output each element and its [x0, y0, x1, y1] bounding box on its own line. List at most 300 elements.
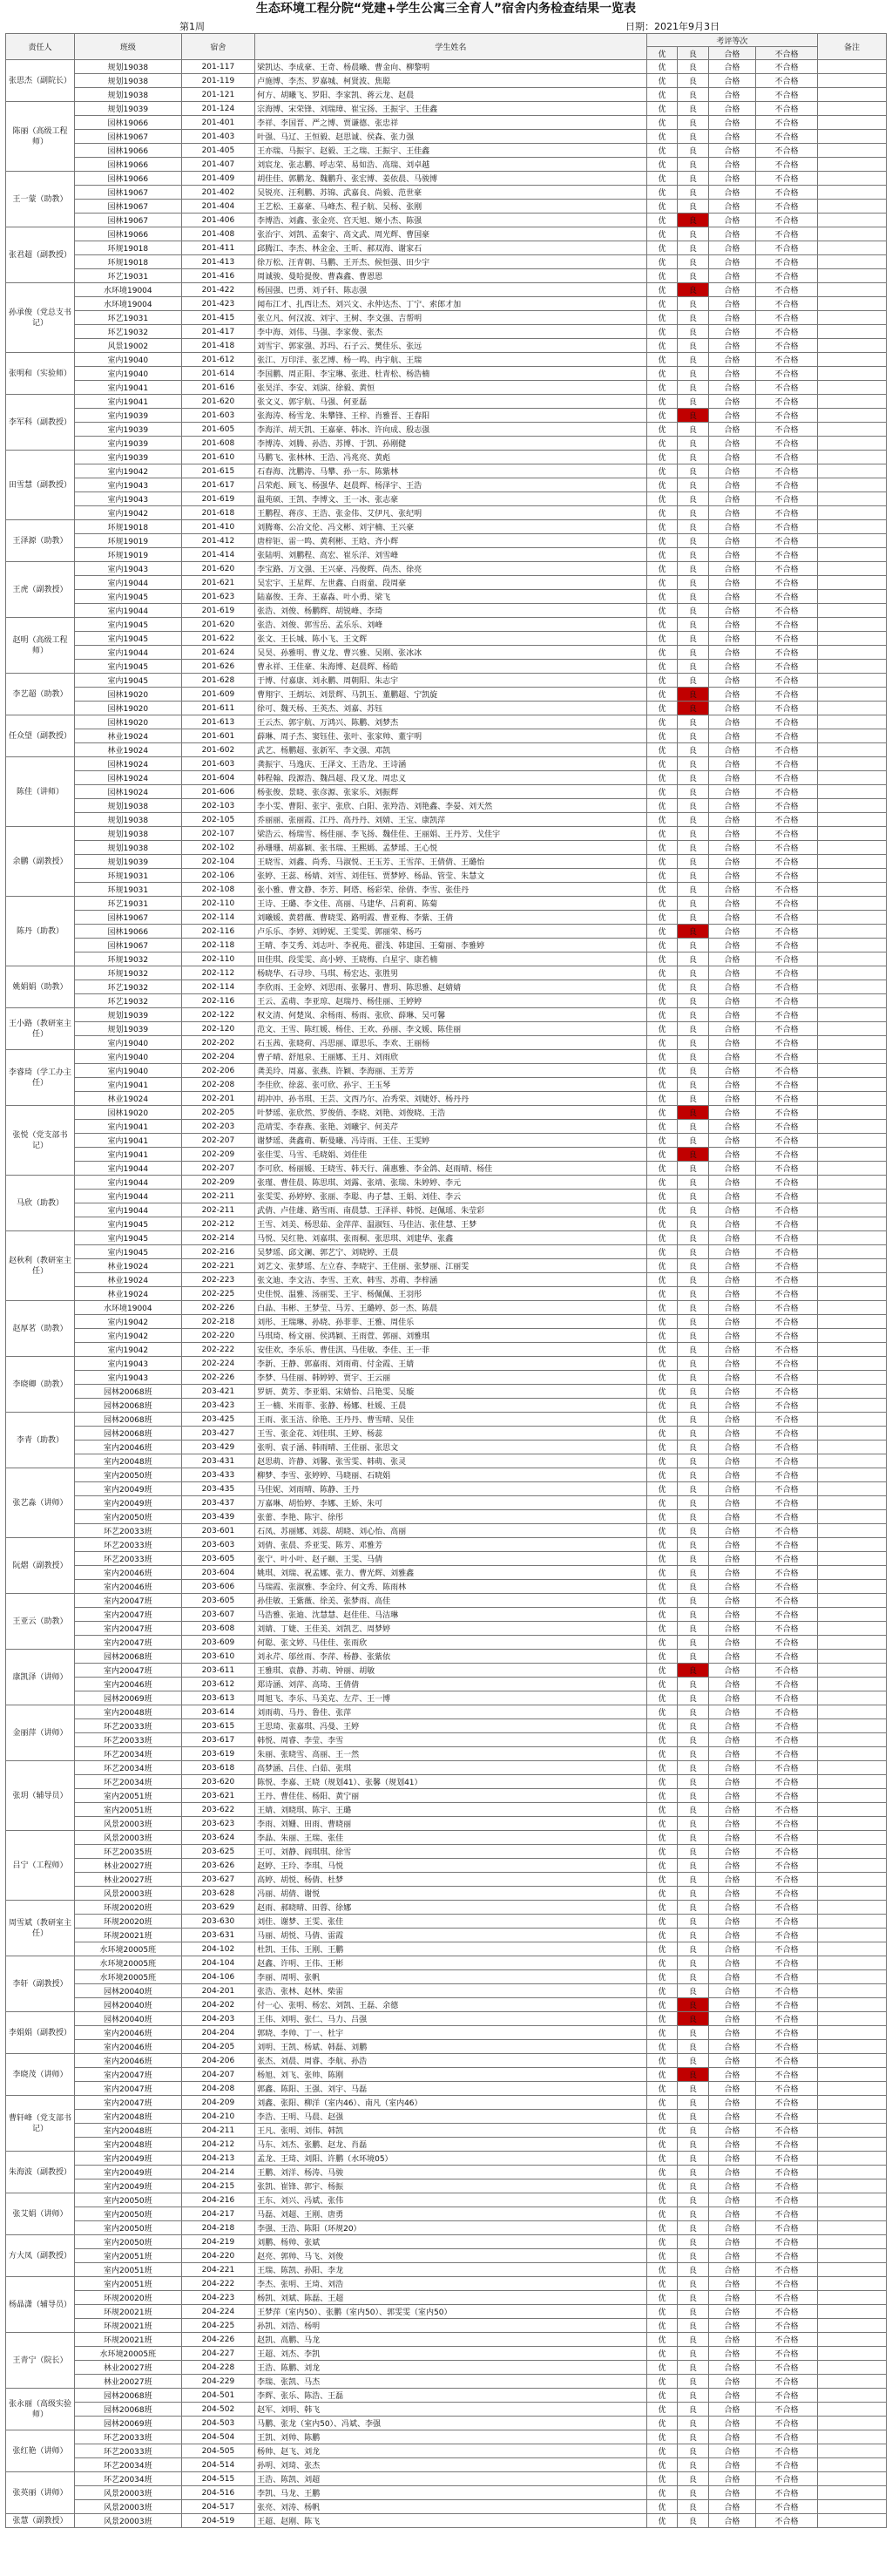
rating-cell-fail: 不合格: [756, 2472, 818, 2486]
remark-cell: [817, 283, 886, 297]
rating-cell-good: 良: [678, 1301, 708, 1315]
dorm-cell: 204-106: [181, 1970, 254, 1984]
rating-cell-pass: 合格: [708, 1190, 756, 1203]
rating-cell-good: 良: [678, 729, 708, 743]
students-cell: 卢施博、李杰、罗嘉城、柯贤波、焦聪: [255, 74, 647, 88]
remark-cell: [817, 966, 886, 980]
remark-cell: [817, 2347, 886, 2361]
remark-cell: [817, 451, 886, 464]
remark-cell: [817, 688, 886, 702]
rating-cell-excellent: 优: [646, 2389, 677, 2403]
table-row: [6, 1287, 887, 1301]
dorm-cell: 201-413: [181, 255, 254, 269]
table-row: [6, 395, 887, 409]
rating-cell-pass: 合格: [708, 1636, 756, 1650]
class-cell: 室内19039: [75, 451, 182, 464]
dorm-cell: 204-225: [181, 2319, 254, 2333]
rating-cell-good: 良: [678, 1594, 708, 1608]
rating-cell-fail: 不合格: [756, 2166, 818, 2179]
rating-cell-pass: 合格: [708, 1719, 756, 1733]
rating-cell-good: 良: [678, 1803, 708, 1817]
rating-cell-excellent: 优: [646, 1092, 677, 1106]
rating-cell-excellent: 优: [646, 1496, 677, 1510]
remark-cell: [817, 1231, 886, 1245]
students-cell: 韩程翰、段源浩、魏昌超、段又龙、周忠义: [255, 771, 647, 785]
rating-cell-pass: 合格: [708, 1231, 756, 1245]
rating-cell-fail: 不合格: [756, 548, 818, 562]
students-cell: 叶强、马辽、王恒毅、赵思诚、侯森、张力强: [255, 130, 647, 144]
remark-cell: [817, 2138, 886, 2152]
students-cell: 王伟、刘明、张仁、马力、吕强: [255, 2012, 647, 2026]
teacher-cell: 李艺超（助教）: [6, 674, 75, 715]
rating-cell-excellent: 优: [646, 1050, 677, 1064]
remark-cell: [817, 1845, 886, 1859]
rating-cell-pass: 合格: [708, 590, 756, 604]
rating-cell-good: 良: [678, 1566, 708, 1580]
remark-cell: [817, 1789, 886, 1803]
dorm-cell: 202-108: [181, 883, 254, 897]
class-cell: 水环境20005班: [75, 1956, 182, 1970]
class-cell: 园林19067: [75, 130, 182, 144]
rating-cell-good: 良: [678, 1162, 708, 1176]
table-row: [6, 2054, 887, 2068]
remark-cell: [817, 1008, 886, 1022]
rating-cell-excellent: 优: [646, 492, 677, 506]
rating-cell-fail: 不合格: [756, 1942, 818, 1956]
dorm-cell: 202-220: [181, 1329, 254, 1343]
rating-cell-excellent: 优: [646, 952, 677, 966]
rating-cell-excellent: 优: [646, 353, 677, 367]
table-row: [6, 2040, 887, 2054]
rating-cell-good: 良: [678, 102, 708, 116]
table-row: [6, 1998, 887, 2012]
rating-cell-good: 良: [678, 1050, 708, 1064]
rating-cell-good: 良: [678, 2026, 708, 2040]
dorm-cell: 203-615: [181, 1719, 254, 1733]
table-row: [6, 785, 887, 799]
remark-cell: [817, 1984, 886, 1998]
rating-cell-fail: 不合格: [756, 743, 818, 757]
rating-cell-good: 良: [678, 74, 708, 88]
class-cell: 园林19067: [75, 200, 182, 214]
rating-cell-fail: 不合格: [756, 1399, 818, 1413]
rating-cell-excellent: 优: [646, 911, 677, 925]
rating-cell-excellent: 优: [646, 2235, 677, 2249]
table-row: [6, 2193, 887, 2207]
remark-cell: [817, 911, 886, 925]
dorm-cell: 203-423: [181, 1399, 254, 1413]
rating-cell-excellent: 优: [646, 813, 677, 827]
dorm-cell: 201-408: [181, 227, 254, 241]
rating-cell-fail: 不合格: [756, 1315, 818, 1329]
rating-cell-pass: 合格: [708, 1942, 756, 1956]
remark-cell: [817, 1162, 886, 1176]
dorm-cell: 202-222: [181, 1343, 254, 1357]
remark-cell: [817, 2291, 886, 2305]
class-cell: 室内19045: [75, 632, 182, 646]
class-cell: 室内19039: [75, 437, 182, 451]
table-row: [6, 1496, 887, 1510]
remark-cell: [817, 1190, 886, 1203]
col-class-header: 班级: [75, 34, 182, 60]
rating-cell-pass: 合格: [708, 715, 756, 729]
dorm-cell: 202-208: [181, 1078, 254, 1092]
dorm-cell: 204-519: [181, 2514, 254, 2528]
rating-cell-pass: 合格: [708, 353, 756, 367]
rating-cell-fail: 不合格: [756, 534, 818, 548]
students-cell: 李宝路、万文强、王兴豪、冯俊辉、尚杰、徐亮: [255, 562, 647, 576]
rating-cell-excellent: 优: [646, 1622, 677, 1636]
class-cell: 园林20068班: [75, 1385, 182, 1399]
table-row: [6, 604, 887, 618]
dorm-cell: 204-207: [181, 2068, 254, 2082]
dorm-cell: 203-626: [181, 1859, 254, 1873]
rating-cell-fail: 不合格: [756, 1190, 818, 1203]
students-cell: 梁浩云、杨瑞雪、杨佳丽、李飞扬、魏佳佳、王丽娟、王丹芳、戈佳宇: [255, 827, 647, 841]
rating-cell-fail: 不合格: [756, 1956, 818, 1970]
table-row: [6, 2096, 887, 2110]
class-cell: 室内20047班: [75, 1664, 182, 1678]
students-cell: 乔丽丽、张丽霞、江丹、高丹丹、刘婧、王宝、康凯萍: [255, 813, 647, 827]
rating-cell-pass: 合格: [708, 1287, 756, 1301]
rating-cell-excellent: 优: [646, 1761, 677, 1775]
rating-cell-fail: 不合格: [756, 1678, 818, 1691]
rating-cell-fail: 不合格: [756, 1775, 818, 1789]
rating-cell-fail: 不合格: [756, 130, 818, 144]
remark-cell: [817, 116, 886, 130]
dorm-cell: 203-439: [181, 1510, 254, 1524]
students-cell: 张文迪、李文洁、李雪、王欢、韩雪、苏萌、李梓涵: [255, 1273, 647, 1287]
students-cell: 石玉茜、张晓荷、冯思丽、谭思乐、李欢、王丽杨: [255, 1036, 647, 1050]
students-cell: 张明、袁子涵、韩雨晴、王佳丽、张思文: [255, 1441, 647, 1454]
rating-cell-fail: 不合格: [756, 1817, 818, 1831]
rating-cell-good: 良: [678, 2458, 708, 2472]
rating-cell-good: 良: [678, 409, 708, 423]
dorm-cell: 203-625: [181, 1845, 254, 1859]
rating-cell-pass: 合格: [708, 1120, 756, 1134]
dorm-cell: 204-212: [181, 2138, 254, 2152]
rating-cell-excellent: 优: [646, 590, 677, 604]
rating-cell-pass: 合格: [708, 925, 756, 939]
dorm-cell: 203-431: [181, 1454, 254, 1468]
table-row: [6, 437, 887, 451]
table-row: [6, 2458, 887, 2472]
rating-cell-good: 良: [678, 297, 708, 311]
dorm-cell: 202-211: [181, 1203, 254, 1217]
remark-cell: [817, 478, 886, 492]
dorm-cell: 203-421: [181, 1385, 254, 1399]
rating-cell-fail: 不合格: [756, 2249, 818, 2263]
students-cell: 王一楠、米雨菲、张静、杨娜、杜媛、王晨: [255, 1399, 647, 1413]
table-row: [6, 1050, 887, 1064]
table-row: [6, 618, 887, 632]
dorm-cell: 204-208: [181, 2082, 254, 2096]
rating-cell-good: 良: [678, 674, 708, 688]
rating-cell-good: 良: [678, 590, 708, 604]
dorm-cell: 204-211: [181, 2124, 254, 2138]
class-cell: 室内20046班: [75, 2040, 182, 2054]
remark-cell: [817, 1217, 886, 1231]
rating-cell-excellent: 优: [646, 2291, 677, 2305]
dorm-cell: 201-418: [181, 339, 254, 353]
class-cell: 室内19042: [75, 1315, 182, 1329]
dorm-cell: 204-205: [181, 2040, 254, 2054]
rating-cell-fail: 不合格: [756, 1008, 818, 1022]
rating-cell-good: 良: [678, 939, 708, 952]
remark-cell: [817, 925, 886, 939]
rating-excellent-header: 优: [646, 47, 677, 60]
table-row: [6, 1148, 887, 1162]
rating-cell-excellent: 优: [646, 172, 677, 186]
rating-cell-pass: 合格: [708, 255, 756, 269]
rating-cell-fail: 不合格: [756, 437, 818, 451]
dorm-cell: 203-620: [181, 1775, 254, 1789]
rating-cell-good: 良: [678, 1371, 708, 1385]
students-cell: 韩悦、周睿、李莹、李雪: [255, 1733, 647, 1747]
remark-cell: [817, 869, 886, 883]
remark-cell: [817, 2333, 886, 2347]
class-cell: 室内19041: [75, 381, 182, 395]
rating-cell-pass: 合格: [708, 1845, 756, 1859]
students-cell: 赵思萌、许静、刘馨、张雪雯、韩萌、张灵: [255, 1454, 647, 1468]
rating-cell-excellent: 优: [646, 1998, 677, 2012]
rating-cell-pass: 合格: [708, 409, 756, 423]
rating-cell-excellent: 优: [646, 1580, 677, 1594]
remark-cell: [817, 2026, 886, 2040]
rating-cell-fail: 不合格: [756, 1329, 818, 1343]
students-cell: 李小雯、曹阳、张宇、张欣、白阳、张羚浩、刘艳鑫、李晏、刘天然: [255, 799, 647, 813]
students-cell: 王云、孟萌、李亚琼、赵瑞丹、杨佳丽、王婷婷: [255, 994, 647, 1008]
dorm-cell: 204-209: [181, 2096, 254, 2110]
students-cell: 李中海、刘伟、马强、李家俊、张杰: [255, 325, 647, 339]
students-cell: 徐可、魏天杨、王英杰、刘嘉、苏钰: [255, 702, 647, 715]
rating-cell-fail: 不合格: [756, 2291, 818, 2305]
table-row: [6, 1203, 887, 1217]
students-cell: 张亮、刘涛、杨帆: [255, 2500, 647, 2514]
dorm-cell: 204-217: [181, 2207, 254, 2221]
rating-cell-pass: 合格: [708, 214, 756, 227]
rating-cell-fail: 不合格: [756, 60, 818, 74]
rating-cell-pass: 合格: [708, 2166, 756, 2179]
students-cell: 王晓雪、刘鑫、尚秀、马淑悦、王玉芳、王雪萍、王倩倩、王璐怡: [255, 855, 647, 869]
students-cell: 李博浩、刘鑫、张金亮、宫天旭、姬小杰、陈强: [255, 214, 647, 227]
table-row: [6, 2514, 887, 2528]
rating-cell-good: 良: [678, 2235, 708, 2249]
remark-cell: [817, 1901, 886, 1915]
rating-cell-fail: 不合格: [756, 660, 818, 674]
dorm-cell: 204-203: [181, 2012, 254, 2026]
remark-cell: [817, 883, 886, 897]
students-cell: 王晴、李艾秀、刘志叶、李祝苑、翟浅、韩建国、王菊丽、李雅婷: [255, 939, 647, 952]
rating-cell-fail: 不合格: [756, 1231, 818, 1245]
table-row: [6, 2403, 887, 2417]
remark-cell: [817, 1315, 886, 1329]
rating-cell-pass: 合格: [708, 1273, 756, 1287]
teacher-cell: 张红艳（讲师）: [6, 2430, 75, 2472]
dorm-cell: 201-610: [181, 451, 254, 464]
dorm-cell: 204-104: [181, 1956, 254, 1970]
students-cell: 刘腾骞、公冶文伦、冯文彬、刘宇楠、王兴豪: [255, 520, 647, 534]
remark-cell: [817, 1719, 886, 1733]
rating-cell-fail: 不合格: [756, 1719, 818, 1733]
rating-cell-excellent: 优: [646, 2458, 677, 2472]
class-cell: 园林19067: [75, 186, 182, 200]
class-cell: 规划19039: [75, 102, 182, 116]
students-cell: 田佳琪、段雯雯、高小婷、王晓梅、白星宇、康若楠: [255, 952, 647, 966]
rating-cell-excellent: 优: [646, 841, 677, 855]
rating-cell-pass: 合格: [708, 1441, 756, 1454]
table-row: [6, 1190, 887, 1203]
rating-cell-excellent: 优: [646, 506, 677, 520]
remark-cell: [817, 618, 886, 632]
class-cell: 室内19045: [75, 590, 182, 604]
rating-cell-excellent: 优: [646, 1552, 677, 1566]
remark-cell: [817, 785, 886, 799]
rating-cell-good: 良: [678, 757, 708, 771]
table-row: [6, 1468, 887, 1482]
class-cell: 园林20069班: [75, 2417, 182, 2430]
table-row: [6, 2179, 887, 2193]
remark-cell: [817, 520, 886, 534]
class-cell: 室内20048班: [75, 2124, 182, 2138]
rating-cell-fail: 不合格: [756, 2054, 818, 2068]
rating-cell-pass: 合格: [708, 1413, 756, 1427]
remark-cell: [817, 1273, 886, 1287]
rating-cell-good: 良: [678, 2068, 708, 2082]
remark-cell: [817, 1929, 886, 1942]
dorm-cell: 201-609: [181, 688, 254, 702]
rating-cell-pass: 合格: [708, 799, 756, 813]
table-row: [6, 2375, 887, 2389]
rating-cell-good: 良: [678, 478, 708, 492]
rating-cell-good: 良: [678, 158, 708, 172]
class-cell: 园林19066: [75, 925, 182, 939]
rating-cell-good: 良: [678, 2361, 708, 2375]
dorm-cell: 201-628: [181, 674, 254, 688]
class-cell: 室内20048班: [75, 2138, 182, 2152]
class-cell: 室内19044: [75, 576, 182, 590]
table-row: [6, 799, 887, 813]
dorm-cell: 201-623: [181, 590, 254, 604]
class-cell: 林业19024: [75, 1287, 182, 1301]
table-row: [6, 339, 887, 353]
teacher-cell: 康凯泽（讲师）: [6, 1650, 75, 1705]
rating-cell-excellent: 优: [646, 702, 677, 715]
teacher-cell: 赵明（高级工程师）: [6, 618, 75, 674]
rating-cell-good: 良: [678, 1998, 708, 2012]
class-cell: 室内19044: [75, 646, 182, 660]
rating-cell-fail: 不合格: [756, 1580, 818, 1594]
rating-cell-pass: 合格: [708, 367, 756, 381]
table-row: [6, 2417, 887, 2430]
rating-cell-pass: 合格: [708, 2110, 756, 2124]
class-cell: 园林20068班: [75, 2389, 182, 2403]
dorm-cell: 201-617: [181, 478, 254, 492]
rating-cell-good: 良: [678, 2347, 708, 2361]
rating-cell-excellent: 优: [646, 1789, 677, 1803]
rating-cell-pass: 合格: [708, 2389, 756, 2403]
rating-cell-pass: 合格: [708, 702, 756, 715]
rating-cell-good: 良: [678, 660, 708, 674]
remark-cell: [817, 2124, 886, 2138]
remark-cell: [817, 2389, 886, 2403]
teacher-cell: 李娟娟（副教授）: [6, 2012, 75, 2054]
rating-cell-fail: 不合格: [756, 674, 818, 688]
rating-cell-good: 良: [678, 980, 708, 994]
remark-cell: [817, 1120, 886, 1134]
students-cell: 白晶、韦彬、王梦莹、马芳、王璐婷、彭一杰、陈晨: [255, 1301, 647, 1315]
remark-cell: [817, 311, 886, 325]
dorm-cell: 204-503: [181, 2417, 254, 2430]
rating-cell-good: 良: [678, 130, 708, 144]
teacher-cell: 姚娟娟（助教）: [6, 966, 75, 1008]
students-cell: 武倩、卢佳雄、路雪雨、南晨慧、王泽祥、韩悦、赵佩瑶、朱莹彩: [255, 1203, 647, 1217]
rating-cell-excellent: 优: [646, 1008, 677, 1022]
remark-cell: [817, 2319, 886, 2333]
students-cell: 王凡、张明、刘伟、韩凯: [255, 2124, 647, 2138]
remark-cell: [817, 1357, 886, 1371]
table-row: [6, 2221, 887, 2235]
teacher-cell: 张慧（副教授）: [6, 2514, 75, 2528]
rating-cell-pass: 合格: [708, 395, 756, 409]
rating-cell-good: 良: [678, 2110, 708, 2124]
remark-cell: [817, 1106, 886, 1120]
students-cell: 陆嘉俊、王奔、王嘉淼、叶小勇、梁飞: [255, 590, 647, 604]
rating-cell-good: 良: [678, 1482, 708, 1496]
rating-cell-excellent: 优: [646, 367, 677, 381]
teacher-cell: 张玥（辅导员）: [6, 1761, 75, 1831]
rating-cell-good: 良: [678, 2207, 708, 2221]
table-row: [6, 2277, 887, 2291]
dorm-cell: 203-607: [181, 1608, 254, 1622]
rating-cell-pass: 合格: [708, 1873, 756, 1887]
dorm-cell: 201-608: [181, 437, 254, 451]
rating-cell-excellent: 优: [646, 2249, 677, 2263]
dorm-cell: 204-515: [181, 2472, 254, 2486]
rating-cell-excellent: 优: [646, 1566, 677, 1580]
students-cell: 赵亮、郭帅、马飞、刘俊: [255, 2249, 647, 2263]
dorm-cell: 203-624: [181, 1831, 254, 1845]
rating-cell-good: 良: [678, 1678, 708, 1691]
table-row: [6, 939, 887, 952]
rating-cell-good: 良: [678, 785, 708, 799]
rating-cell-pass: 合格: [708, 186, 756, 200]
rating-cell-good: 良: [678, 1231, 708, 1245]
rating-cell-good: 良: [678, 1789, 708, 1803]
rating-cell-good: 良: [678, 715, 708, 729]
rating-cell-pass: 合格: [708, 2096, 756, 2110]
rating-cell-good: 良: [678, 1413, 708, 1427]
class-cell: 室内19044: [75, 1176, 182, 1190]
rating-cell-pass: 合格: [708, 771, 756, 785]
rating-cell-good: 良: [678, 1385, 708, 1399]
rating-cell-pass: 合格: [708, 1078, 756, 1092]
dorm-cell: 201-124: [181, 102, 254, 116]
col-students-header: 学生姓名: [255, 34, 647, 60]
students-cell: 高梦涵、吕佳、白茹、张琪: [255, 1761, 647, 1775]
students-cell: 吴昊、孙雅明、曹义龙、曹兴雅、吴刚、张冰冰: [255, 646, 647, 660]
table-row: [6, 2319, 887, 2333]
rating-cell-fail: 不合格: [756, 2361, 818, 2375]
table-row: [6, 381, 887, 395]
class-cell: 室内19042: [75, 506, 182, 520]
dorm-cell: 202-122: [181, 1008, 254, 1022]
remark-cell: [817, 325, 886, 339]
rating-cell-good: 良: [678, 1636, 708, 1650]
rating-cell-excellent: 优: [646, 200, 677, 214]
students-cell: 谢梦瑶、龚鑫萌、靳曼曦、冯诗雨、王佳、王雯婷: [255, 1134, 647, 1148]
students-cell: 龚美玲、周嘉、张燕、许颖、李海丽、王芳芳: [255, 1064, 647, 1078]
